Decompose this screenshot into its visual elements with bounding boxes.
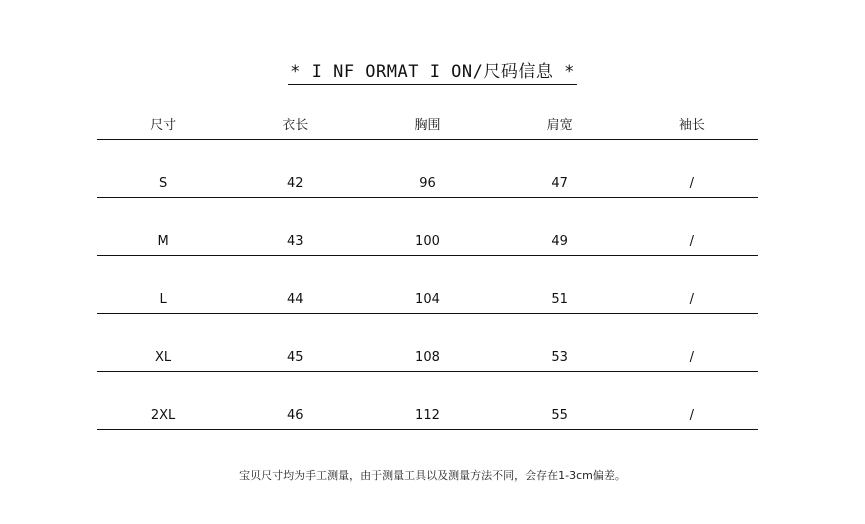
cell-length: 43	[287, 234, 304, 249]
table-row	[97, 372, 758, 430]
cell-length: 45	[287, 350, 304, 365]
size-table	[97, 110, 758, 430]
header-cell-shoulder: 肩宽	[546, 118, 573, 133]
cell-size: L	[159, 292, 167, 307]
cell-chest: 96	[419, 176, 436, 191]
table-header-row	[97, 110, 758, 140]
cell-chest: 112	[415, 408, 440, 423]
page-title	[0, 57, 865, 85]
cell-sleeve: /	[689, 176, 695, 191]
table-row	[97, 256, 758, 314]
title-text: * I NF ORMAT I ON/尺码信息 *	[288, 57, 577, 85]
table-row	[97, 314, 758, 372]
cell-sleeve: /	[689, 408, 695, 423]
cell-shoulder: 51	[551, 292, 568, 307]
table-row	[97, 140, 758, 198]
header-cell-length: 衣长	[282, 118, 309, 133]
cell-sleeve: /	[689, 292, 695, 307]
cell-chest: 108	[415, 350, 440, 365]
cell-chest: 104	[415, 292, 440, 307]
table-row	[97, 198, 758, 256]
cell-length: 44	[287, 292, 304, 307]
cell-length: 46	[287, 408, 304, 423]
cell-shoulder: 47	[551, 176, 568, 191]
cell-shoulder: 53	[551, 350, 568, 365]
header-cell-sleeve: 袖长	[678, 118, 705, 133]
cell-length: 42	[287, 176, 304, 191]
cell-sleeve: /	[689, 350, 695, 365]
measurement-note: 宝贝尺寸均为手工测量，由于测量工具以及测量方法不同，会存在1-3cm偏差。	[239, 469, 626, 482]
header-cell-size: 尺寸	[150, 118, 177, 133]
header-cell-chest: 胸围	[414, 118, 441, 133]
cell-size: XL	[155, 350, 172, 365]
cell-chest: 100	[415, 234, 440, 249]
cell-shoulder: 55	[551, 408, 568, 423]
cell-shoulder: 49	[551, 234, 568, 249]
cell-size: S	[158, 176, 168, 191]
cell-sleeve: /	[689, 234, 695, 249]
cell-size: M	[157, 234, 169, 249]
cell-size: 2XL	[150, 408, 176, 423]
